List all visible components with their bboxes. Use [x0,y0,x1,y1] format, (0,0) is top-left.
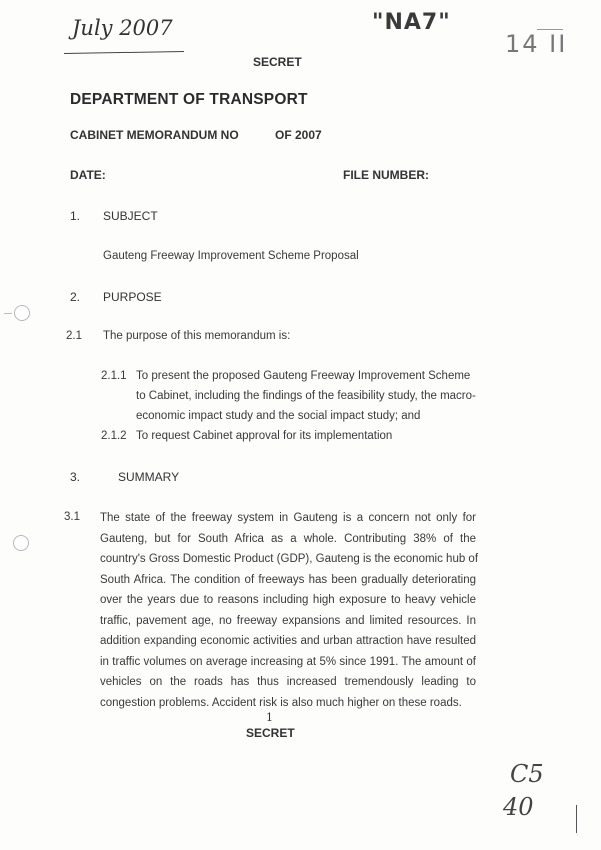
section-number-summary: 3. [70,470,81,484]
handwritten-note-40: 40 [503,793,534,821]
paragraph-line: in traffic volumes on average increasing at 5% since 1991. The amount of [100,655,476,668]
punch-hole-lower [13,535,29,551]
paragraph-text-2-1: The purpose of this memorandum is: [103,330,291,342]
paragraph-line: traffic, pavement age, no freeway expansions and limited resources. In [100,614,476,627]
classification-bottom: SECRET [246,726,295,740]
section-title-summary: SUMMARY [118,470,180,484]
paragraph-line: South Africa. The condition of freeways has been gradually deteriorating [100,573,476,586]
paragraph-number-2-1-2: 2.1.2 [101,430,127,442]
paragraph-text-2-1-2: To request Cabinet approval for its implementation [136,430,393,442]
department-title: DEPARTMENT OF TRANSPORT [70,91,308,108]
paragraph-number-2-1-1: 2.1.1 [101,370,127,382]
paragraph-line: congestion problems. Accident risk is also much higher on these roads. [100,696,462,709]
date-label: DATE: [70,168,106,182]
file-number-label: FILE NUMBER: [343,168,429,182]
paragraph-number-2-1: 2.1 [66,330,82,342]
margin-mark [576,805,577,833]
section-number-subject: 1. [70,209,81,223]
paragraph-number-3-1: 3.1 [64,511,80,523]
paragraph-line: country's Gross Domestic Product (GDP), Gauteng is the economic hub of [100,553,479,565]
paragraph-line: economic impact study and the social impact study; and [136,410,421,422]
handwritten-date: July 2007 [72,16,173,40]
handwritten-page-number: 14 II [505,30,568,58]
summary-paragraph [100,511,479,716]
section-title-purpose: PURPOSE [103,290,162,304]
section-number-purpose: 2. [70,290,81,304]
classification-top: SECRET [253,55,302,69]
paragraph-line: To present the proposed Gauteng Freeway Improvement Scheme [136,370,471,382]
handwritten-code: "NA7" [372,10,451,35]
handwritten-note-c5: C5 [510,760,544,788]
handwritten-overline [537,29,563,30]
paragraph-line: over the years due to reasons including high exposure to heavy vehicle [100,594,476,606]
paragraph-line: to Cabinet, including the findings of the feasibility study, the macro- [136,390,476,402]
paragraph-line: addition expanding economic activities and urban attraction have resulted [100,635,476,647]
page-number: 1 [266,711,273,724]
memo-year: OF 2007 [275,128,322,142]
margin-tick [4,313,12,314]
paragraph-line: vehicles on the roads has thus increased tremendously leading to [100,676,476,688]
memo-label: CABINET MEMORANDUM NO [70,128,239,142]
paragraph-line: Gauteng, but for South Africa as a whole. Contributing 38% of the [100,532,476,545]
section-title-subject: SUBJECT [103,209,158,223]
paragraph-line: The state of the freeway system in Gauteng is a concern not only for [100,512,476,524]
handwritten-underline [64,51,184,54]
punch-hole-upper [14,305,30,321]
subject-text: Gauteng Freeway Improvement Scheme Proposal [103,250,359,262]
